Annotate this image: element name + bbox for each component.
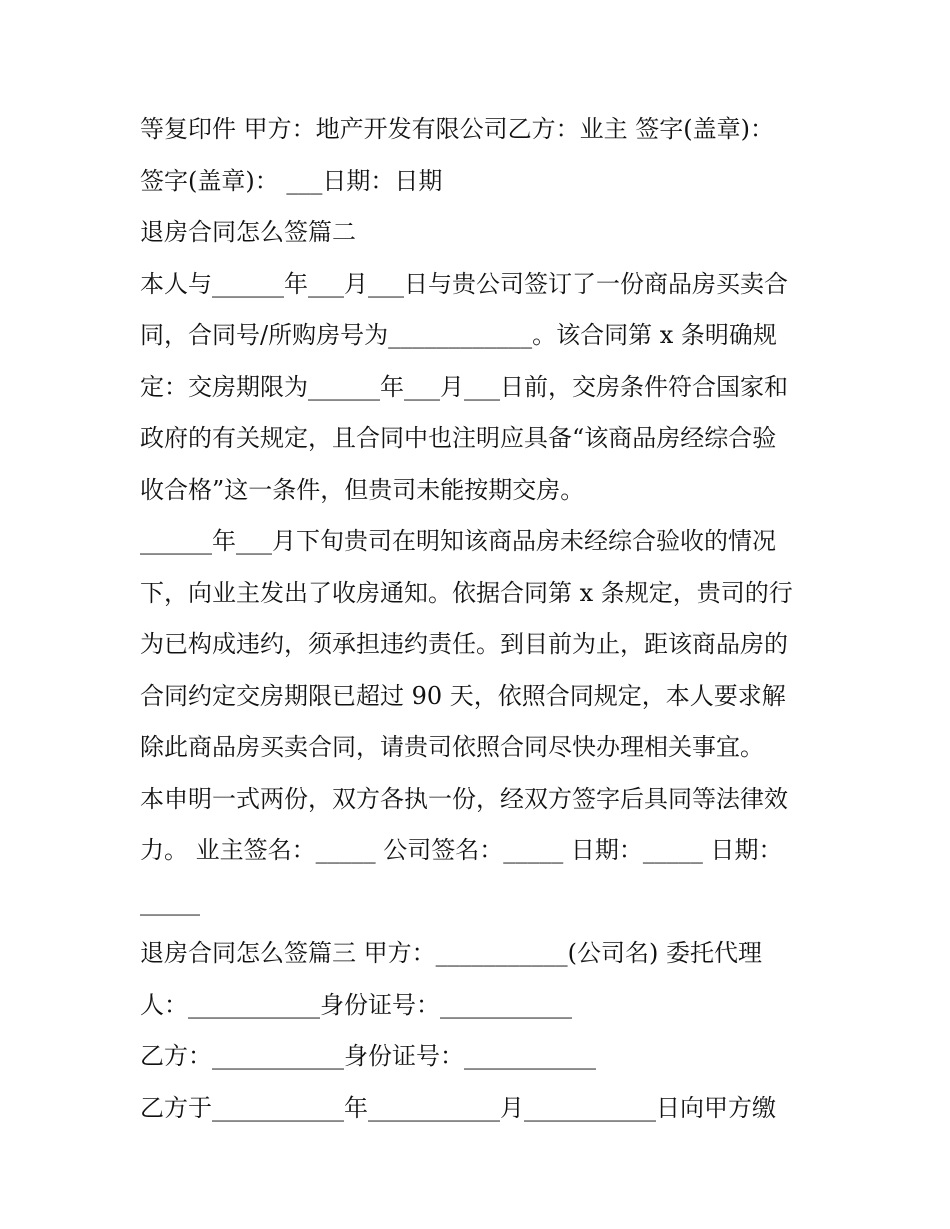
text-line: 定：交房期限为______年___月___日前，交房条件符合国家和	[140, 372, 788, 401]
text-line: 乙方于___________年___________月___________日向甲方缴	[140, 1093, 776, 1122]
text-line: 政府的有关规定，且合同中也注明应具备“该商品房经综合验	[140, 424, 777, 452]
text-line: 收合格”这一条件，但贵司未能按期交房。	[140, 475, 585, 504]
text-line: 等复印件 甲方：地产开发有限公司乙方：业主 签字(盖章)：	[140, 115, 774, 143]
text-line: 除此商品房买卖合同，请贵司依照合同尽快办理相关事宜。	[140, 733, 764, 761]
signature-line: 力。 业主签名：_____ 公司签名：_____ 日期：_____ 日期：	[140, 836, 783, 864]
text-line: 下，向业主发出了收房通知。依据合同第 x 条规定，贵司的行	[140, 578, 793, 607]
text-line: _____	[140, 887, 200, 916]
text-line: 合同约定交房期限已超过 90 天，依照合同规定，本人要求解	[140, 681, 786, 710]
section-heading: 退房合同怎么签篇三 甲方：___________(公司名) 委托代理	[140, 939, 762, 967]
text-line: 乙方：___________身份证号：___________	[140, 1042, 596, 1070]
text-line: 为已构成违约，须承担违约责任。到目前为止，距该商品房的	[140, 630, 788, 658]
text-line: 签字(盖章)： ___日期：日期	[140, 166, 443, 195]
text-line: 本申明一式两份，双方各执一份，经双方签字后具同等法律效	[140, 784, 788, 813]
text-line: 同，合同号/所购房号为____________。该合同第 x 条明确规	[140, 321, 777, 349]
document-body	[140, 104, 820, 1134]
text-line: ______年___月下旬贵司在明知该商品房未经综合验收的情况	[140, 527, 776, 555]
text-line: 人：___________身份证号：___________	[140, 990, 572, 1019]
text-line: 本人与______年___月___日与贵公司签订了一份商品房买卖合	[140, 269, 788, 298]
section-heading: 退房合同怎么签篇二	[140, 218, 356, 246]
